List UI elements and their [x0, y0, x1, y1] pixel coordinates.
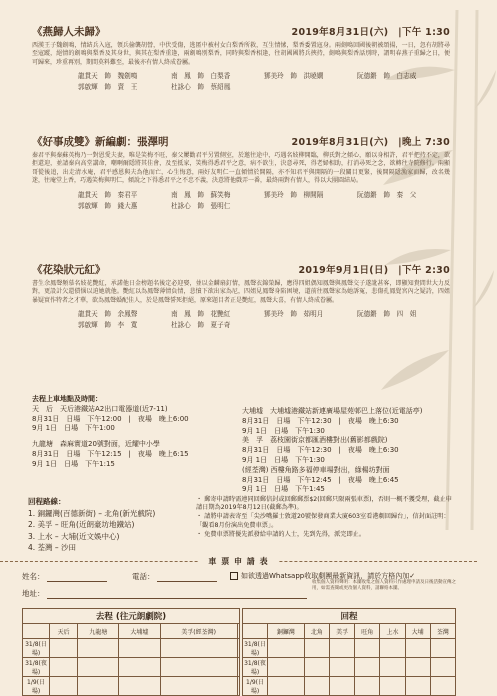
- qty-cell[interactable]: [355, 658, 380, 677]
- return-table: [242, 608, 456, 696]
- col-header: 荃灣: [430, 624, 455, 639]
- schedule-heading: 去程上車地點及時間：: [32, 395, 102, 403]
- address-input-line[interactable]: [47, 598, 307, 599]
- note-item: ・ 免費車票將優先派發給申請的人士，先到先得，派完即止。: [196, 530, 366, 538]
- cast-entry: 阮德鏘 飾 秦 父: [357, 190, 417, 199]
- schedule-left: [32, 395, 232, 470]
- qty-cell[interactable]: [304, 658, 329, 677]
- whatsapp-checkbox[interactable]: [230, 572, 238, 580]
- name-field[interactable]: [22, 571, 107, 582]
- form-separator: [0, 556, 477, 566]
- note-item: ・ 請將申請表寄至「尖沙嘴羅士敦道20號保發商業大廈603室看港劇回歸台」，信封面註明：「觀看8月份演出免費車票」。: [196, 513, 450, 529]
- show-1-synopsis: 西漢王子魏劍鳴，情結兵入寇，領兵偷襲胡營，中伏受傷，逃匿中被村女白梨香所救，互生情愫，梨香委置寇身。兩劍鳴回國後朝被頌揚，一日，忽有胡將尋至寇蹤，絕情的劍鳴與梨香及其身世，與其在梨香重逢，兩劍鳴別梨香，同時與梨香相逢，往胡國國將兵挾持，劍鳴與梨香話別時，謂明春燕子重歸之日，便可歸來，珍重再別，期間莫料難至，最後亦有情人終成眷屬。: [32, 42, 450, 66]
- qty-cell[interactable]: [78, 658, 119, 677]
- cast-entry: 郭啟輝 飾 賣 王: [78, 83, 138, 92]
- cast-entry: 龍貫天 飾 余鳳聲: [78, 310, 138, 319]
- show-2-cast: [32, 190, 450, 212]
- qty-cell[interactable]: [237, 658, 239, 677]
- cast-entry: [264, 201, 357, 212]
- schedule-line: 8月31日 日場 下午12:30 | 夜場 晚上6:30: [242, 446, 399, 455]
- col-header: 天后: [50, 624, 78, 639]
- qty-cell[interactable]: [405, 677, 430, 696]
- route-item: 1. 銅鑼灣(百德新街) – 北角(新光戲院): [28, 509, 156, 519]
- row-date: 31/8(日場): [23, 639, 50, 658]
- qty-cell[interactable]: [430, 677, 455, 696]
- qty-cell[interactable]: [268, 677, 305, 696]
- schedule-line: 9月 1日 日場 下午1:15: [32, 459, 115, 468]
- cast-entry: 南 鳳 飾 花艷紅: [171, 310, 231, 319]
- qty-cell[interactable]: [430, 639, 455, 658]
- row-date: 31/8(日場): [243, 639, 268, 658]
- address-field[interactable]: [22, 588, 307, 599]
- show-3: [32, 262, 450, 331]
- show-2-title: 《好事成雙》新編劇：張澤明: [32, 136, 169, 148]
- qty-cell[interactable]: [119, 677, 160, 696]
- cast-entry: [357, 320, 450, 331]
- address-label: 地址：: [22, 589, 45, 598]
- qty-cell[interactable]: [304, 639, 329, 658]
- schedule-line: 8月31日 日場 下午12:30 | 夜場 晚上6:30: [242, 416, 399, 425]
- col-header: 旺角: [355, 624, 380, 639]
- cast-entry: 杜詠心 飾 張明仁: [171, 201, 231, 210]
- show-1: [32, 24, 450, 93]
- qty-cell[interactable]: [268, 639, 305, 658]
- table-corner: [243, 624, 268, 639]
- return-routes: [28, 496, 188, 553]
- col-header: [237, 624, 239, 639]
- whatsapp-label: 如欲透過Whatsapp收取劇團最新資訊，請於方格內加✓: [241, 572, 416, 580]
- qty-cell[interactable]: [355, 677, 380, 696]
- qty-cell[interactable]: [355, 639, 380, 658]
- notes: [196, 496, 456, 540]
- qty-cell[interactable]: [160, 677, 237, 696]
- phone-label: 電話：: [132, 572, 155, 581]
- qty-cell[interactable]: [268, 658, 305, 677]
- form-title: 車 票 申 請 表: [198, 556, 278, 567]
- return-caption: 回程: [243, 609, 456, 624]
- row-date: 31/8(夜場): [23, 658, 50, 677]
- name-input-line[interactable]: [47, 581, 107, 582]
- col-header: 美孚: [330, 624, 355, 639]
- show-3-cast: [32, 309, 450, 331]
- schedule-line: 8月31日 日場 下午12:15 | 夜場 晚上6:15: [32, 449, 189, 458]
- schedule-line: 9月 1日 日場 下午1:30: [242, 426, 325, 435]
- col-header: 美孚(經荃灣): [160, 624, 237, 639]
- qty-cell[interactable]: [330, 639, 355, 658]
- show-1-cast: [32, 71, 450, 93]
- show-2-synopsis: 秦君平與秦蘇英梅乃一對恩愛夫妻，唯是笑梅不旺，秦父屢勸君平另置側室，於邀往途中，巧遇名妓柳開臨，柳氏對之傾心，願以身相許，君平把持不定，欲拒還迎，並請秦向高堂講命，嘲啊爾隱將其佳會，及至抵家，笑梅得悉君平之意，病不欲生，決意尋死，得老婦相助，打消尋死之念，欲轉往寺院修行。兩顯哥從後追，出走清水庵，君平感恩與夫為他而亡，心生悔意，兩好友明仁一直傾情於開隔，亦不知君平與開隔的一段關目更緊，後開隔隱漁家而歸，改名幾迷，往庵堂上香，巧遇笑梅與明仁，傾說之下得悉君平之不忠不義，決意將他戲弄一番，最終兩對有情人，得以大團圓結局。: [32, 152, 450, 185]
- schedule-line: 9月 1日 日場 下午1:45: [242, 485, 325, 494]
- col-header: 北角: [304, 624, 329, 639]
- row-date: 1/9(日場): [243, 677, 268, 696]
- cast-entry: 郭啟輝 飾 李 寬: [78, 321, 138, 330]
- col-header: 大埔: [405, 624, 430, 639]
- cast-entry: 阮德鏘 飾 四 姐: [357, 310, 417, 319]
- cast-entry: 鄧美玲 飾 洪曉嫻: [264, 72, 324, 81]
- col-header: 銅鑼灣: [268, 624, 305, 639]
- qty-cell[interactable]: [380, 658, 405, 677]
- cast-entry: 阮德鏘 飾 白志威: [357, 72, 417, 81]
- cast-entry: 鄧美玲 飾 茹明月: [264, 310, 324, 319]
- cast-entry: 郭啟輝 飾 錢大惠: [78, 201, 138, 210]
- qty-cell[interactable]: [50, 658, 78, 677]
- col-header: 大埔墟: [119, 624, 160, 639]
- qty-cell[interactable]: [304, 677, 329, 696]
- qty-cell[interactable]: [50, 677, 78, 696]
- cast-entry: [357, 82, 450, 93]
- qty-cell[interactable]: [78, 677, 119, 696]
- cast-entry: 南 鳳 飾 蘇笑梅: [171, 190, 231, 199]
- fine-print: 收集個人資料聲明：本團收集之個人資料只作處理申請及日後活動宣傳之用，如需查閱或更改個人資料，請聯絡本團。: [312, 580, 456, 591]
- show-1-title: 《燕歸人未歸》: [32, 26, 106, 38]
- cast-entry: [264, 320, 357, 331]
- qty-cell[interactable]: [380, 639, 405, 658]
- show-3-title: 《花染狀元紅》: [32, 264, 106, 276]
- table-corner: [23, 624, 50, 639]
- show-2: [32, 134, 450, 212]
- phone-field[interactable]: [132, 571, 217, 582]
- qty-cell[interactable]: [330, 677, 355, 696]
- col-header: 上水: [380, 624, 405, 639]
- qty-cell[interactable]: [380, 677, 405, 696]
- route-item: 3. 上水 – 大埔(近文娛中心): [28, 531, 120, 541]
- note-item: ・ 郵寄申請時需連同回郵信封或回郵郵票$2(回郵只限兩張車票)，否則一概不獲受理，截止申請日期為2019年8月12日(截郵為準)。: [196, 496, 452, 512]
- qty-cell[interactable]: [430, 658, 455, 677]
- cast-entry: 南 鳳 飾 白梨香: [171, 72, 231, 81]
- cast-entry: 杜詠心 飾 蔡紹鳳: [171, 83, 231, 92]
- schedule-line: 8月31日 日場 下午12:00 | 夜場 晚上6:00: [32, 414, 189, 423]
- row-date: 1/9(日場): [23, 677, 50, 696]
- route-item: 2. 美孚 – 旺角(近朗豪坊地鐵站): [28, 520, 135, 530]
- qty-cell[interactable]: [405, 658, 430, 677]
- schedule-line: 9月 1日 日場 下午1:00: [32, 424, 115, 433]
- cast-entry: [357, 201, 450, 212]
- show-3-synopsis: 書生余鳳聲頻慕名妓花艷紅，承諾他日金榜題名後定必迎娶，並以金麟扇釘情，鳳聲衣錦榮歸，應得四姐偶知鳳聲與鳳聲交子遂訛甚客，即顯知貴間世大力反對，更設計欠還債惱以迫她就他。艷紅以為鳳聲薄情負情，悲憤下欲出家為尼，四姐見鳳聲身陷困境，道前往鳳聲家為她訴冤，悲傷孔鳳覺宮內之疑詩，四姐暴疑實作特者之才華，欲為鳳聲婚配佳人，於是鳳聲誓死拒絕，原來題目者正是艷紅，鳳聲大喜，有情人終成眷屬。: [32, 280, 450, 304]
- schedule-line: 8月31日 日場 下午12:45 | 夜場 晚上6:45: [242, 475, 399, 484]
- qty-cell[interactable]: [50, 639, 78, 658]
- row-date: 31/8(夜場): [243, 658, 268, 677]
- show-1-datetime: 2019年8月31日(六) |下午 1:30: [291, 27, 450, 38]
- qty-cell[interactable]: [237, 677, 239, 696]
- cast-entry: [264, 82, 357, 93]
- cast-entry: 鄧美玲 飾 柳開隔: [264, 190, 324, 199]
- qty-cell[interactable]: [405, 639, 430, 658]
- cast-entry: 杜詠心 飾 夏子奇: [171, 321, 231, 330]
- stop-tin-hau: 天 后 天后港鐵站A2出口電器道(近7-11): [32, 404, 168, 413]
- phone-input-line[interactable]: [157, 581, 217, 582]
- stop-kowloon-tong: 九龍塘 森麻實道20號對面，近耀中小學: [32, 440, 160, 449]
- outbound-table: [22, 608, 240, 696]
- qty-cell[interactable]: [119, 658, 160, 677]
- outbound-caption: 去程 (往元朗劇院): [23, 609, 240, 624]
- qty-cell[interactable]: [160, 639, 237, 658]
- cast-entry: 龍貫天 飾 魏劍鳴: [78, 72, 138, 81]
- qty-cell[interactable]: [78, 639, 119, 658]
- col-header: 九龍塘: [78, 624, 119, 639]
- stop-tai-wai: 大埔墟 大埔墟港鐵站新連廣場屋苑邨巴上落位(近電話亭): [242, 407, 423, 415]
- schedule-line: 9月 1日 日場 下午1:30: [242, 455, 325, 464]
- stop-tsuen-wan: (經荃灣) 西樓角路多福停車場對出，綠楊坊對面: [242, 465, 390, 474]
- route-item: 4. 荃灣 – 沙田: [28, 542, 77, 552]
- routes-heading: 回程路線：: [28, 497, 66, 506]
- show-2-datetime: 2019年8月31日(六) |晚上 7:30: [291, 137, 450, 148]
- qty-cell[interactable]: [160, 658, 237, 677]
- show-3-datetime: 2019年9月1日(日) |下午 2:30: [298, 265, 450, 276]
- name-label: 姓名：: [22, 572, 45, 581]
- qty-cell[interactable]: [330, 658, 355, 677]
- qty-cell[interactable]: [237, 639, 239, 658]
- qty-cell[interactable]: [119, 639, 160, 658]
- stop-mei-foo: 美 孚 荔枝園街京都匯酒樓對出(舊影都戲院): [242, 436, 388, 445]
- cast-entry: 龍貫天 飾 秦君平: [78, 190, 138, 199]
- schedule-right: [242, 395, 452, 495]
